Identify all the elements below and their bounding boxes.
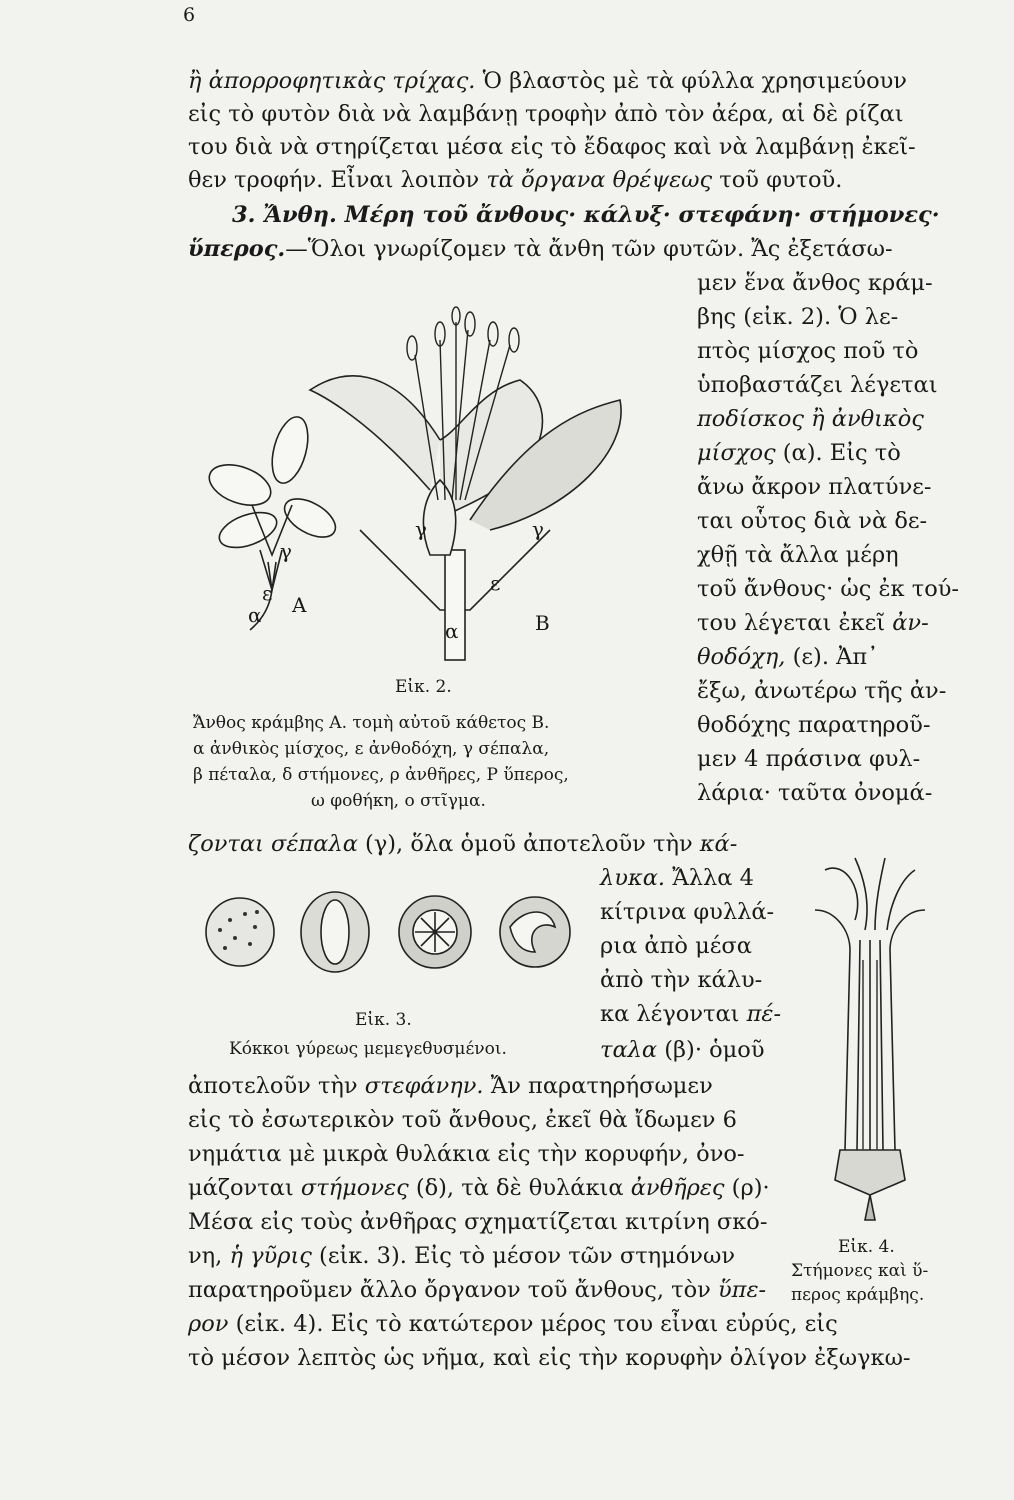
text-line bbox=[697, 608, 929, 638]
text-span: (β)· ὁμοῦ bbox=[657, 1037, 765, 1063]
text-line bbox=[697, 642, 878, 672]
italic-term: θοδόχη, bbox=[697, 644, 786, 670]
figure-4-caption: Στήμονες καὶ ὕ- bbox=[791, 1261, 929, 1281]
figure-4-label: Εἰκ. 4. bbox=[838, 1237, 895, 1257]
italic-term: κά- bbox=[699, 831, 738, 857]
text-span: παρατηροῦμεν ἄλλο ὄργανον τοῦ ἄνθους, τὸν bbox=[188, 1277, 718, 1303]
text-line: ὑποβαστάζει λέγεται bbox=[697, 372, 938, 398]
text-line: βης (εἰκ. 2). Ὁ λε- bbox=[697, 304, 899, 330]
italic-term: λυκα. bbox=[600, 865, 666, 891]
italic-term: στεφάνην. bbox=[364, 1073, 484, 1099]
text-span: Ἄν παρατηρήσωμεν bbox=[483, 1073, 713, 1099]
pollen-grain-oval bbox=[301, 892, 369, 972]
text-span: τοῦ φυτοῦ. bbox=[712, 167, 843, 193]
pollen-grain-folded bbox=[500, 897, 570, 967]
figure-letter-g-b1: γ bbox=[415, 517, 427, 541]
text-line: Μέσα εἰς τοὺς ἀνθῆρας σχηματίζεται κιτρίνη σκό- bbox=[188, 1209, 768, 1235]
italic-term: μίσχος bbox=[697, 440, 776, 466]
italic-term: πέ- bbox=[746, 1001, 782, 1027]
text-span: (εἰκ. 4). Εἰς τὸ κατώτερον μέρος του εἶναι εὐρύς, εἰς bbox=[228, 1311, 838, 1337]
text-line bbox=[697, 438, 901, 468]
figure-3-pollen-illustration bbox=[195, 882, 585, 982]
text-line: κίτρινα φυλλά- bbox=[600, 899, 775, 925]
italic-term: ρον bbox=[188, 1311, 229, 1337]
text-line: ἔξω, ἀνωτέρω τῆς ἀν- bbox=[697, 678, 947, 704]
text-line: λάρια· ταῦτα ὀνομά- bbox=[697, 780, 933, 806]
section-heading: 3. Ἄνθη. Μέρη τοῦ ἄνθους· κάλυξ· στεφάνη· στήμονες· bbox=[232, 202, 940, 228]
text-span: θεν τροφήν. Εἶναι λοιπὸν bbox=[188, 167, 487, 193]
text-line: εἰς τὸ φυτὸν διὰ νὰ λαμβάνῃ τροφὴν ἀπὸ τὸν ἀέρα, αἱ δὲ ρίζαι bbox=[188, 101, 904, 127]
text-span: (δ), τὰ δὲ θυλάκια bbox=[408, 1175, 631, 1201]
figure-letter-g: γ bbox=[280, 539, 292, 563]
figure-letter-e: ε bbox=[262, 581, 273, 605]
italic-term: ἀνθῆρες bbox=[630, 1175, 725, 1201]
text-line bbox=[600, 1035, 765, 1065]
text-line: θοδόχης παρατηροῦ- bbox=[697, 712, 931, 738]
text-line: ται οὗτος διὰ νὰ δε- bbox=[697, 508, 928, 534]
italic-term: ἡ γῦρις bbox=[229, 1243, 312, 1269]
text-span: νη, bbox=[188, 1243, 230, 1269]
text-line: ποδίσκος ἢ ἀνθικὸς bbox=[697, 406, 924, 432]
text-line: ρια ἀπὸ μέσα bbox=[600, 933, 752, 959]
text-line bbox=[188, 1173, 770, 1203]
text-line: μεν ἕνα ἄνθος κράμ- bbox=[697, 270, 933, 296]
text-line bbox=[188, 165, 842, 195]
text-line: του διὰ νὰ στηρίζεται μέσα εἰς τὸ ἔδαφος καὶ νὰ λαμβάνῃ ἐκεῖ- bbox=[188, 134, 916, 160]
figure-2-label: Εἰκ. 2. bbox=[395, 677, 452, 697]
text-span: μάζονται bbox=[188, 1175, 301, 1201]
text-line bbox=[188, 1071, 713, 1101]
flower-b-section-drawing bbox=[310, 307, 621, 660]
italic-term: ταλα bbox=[600, 1037, 658, 1063]
text-line: χθῇ τὰ ἄλλα μέρη bbox=[697, 542, 899, 568]
text-span: κα λέγονται bbox=[600, 1001, 747, 1027]
text-line: τοῦ ἄνθους· ὡς ἐκ τού- bbox=[697, 576, 960, 602]
page-number: 6 bbox=[183, 4, 196, 26]
pollen-grain-spiky bbox=[206, 898, 274, 966]
text-span: (α). Εἰς τὸ bbox=[775, 440, 901, 466]
text-line: νημάτια μὲ μικρὰ θυλάκια εἰς τὴν κορυφήν, ὀνο- bbox=[188, 1141, 745, 1167]
text-line bbox=[188, 66, 907, 96]
text-span: (ε). Ἀπ᾽ bbox=[785, 644, 879, 670]
figure-2-flower-illustration bbox=[190, 300, 680, 670]
text-line bbox=[600, 863, 754, 893]
italic-term: ἢ ἀπορροφητικὰς τρίχας. bbox=[188, 68, 476, 94]
text-line: μεν 4 πράσινα φυλ- bbox=[697, 746, 921, 772]
text-line bbox=[188, 829, 737, 859]
text-line bbox=[188, 234, 893, 264]
figure-letter-a: α bbox=[248, 603, 262, 627]
italic-term: τὰ ὄργανα θρέψεως bbox=[486, 167, 713, 193]
italic-term: στήμονες bbox=[300, 1175, 409, 1201]
figure-2-caption: α ἀνθικὸς μίσχος, ε ἀνθοδόχη, γ σέπαλα, bbox=[193, 739, 550, 759]
figure-letter-A: A bbox=[292, 593, 307, 617]
italic-term: ἀν- bbox=[892, 610, 929, 636]
figure-letter-B: B bbox=[535, 611, 550, 635]
text-line: πτὸς μίσχος ποῦ τὸ bbox=[697, 338, 919, 364]
text-span: (ρ)· bbox=[724, 1175, 770, 1201]
figure-4-caption: περος κράμβης. bbox=[791, 1285, 925, 1305]
text-span: —Ὅλοι γνωρίζομεν τὰ ἄνθη τῶν φυτῶν. Ἄς ἐξετάσω- bbox=[285, 236, 893, 262]
figure-2-caption: ω φοθήκη, ο στῖγμα. bbox=[311, 791, 486, 811]
text-line bbox=[188, 1309, 838, 1339]
text-line: ἀπὸ τὴν κάλυ- bbox=[600, 967, 763, 993]
figure-3-caption: Κόκκοι γύρεως μεμεγεθυσμένοι. bbox=[229, 1039, 507, 1059]
section-heading-cont: ὕπερος. bbox=[188, 236, 286, 262]
text-span: (εἰκ. 3). Εἰς τὸ μέσον τῶν στημόνων bbox=[311, 1243, 736, 1269]
text-line bbox=[188, 1241, 735, 1271]
flower-a-drawing bbox=[204, 413, 342, 630]
figure-letter-e-b: ε bbox=[490, 571, 501, 595]
text-line bbox=[188, 1275, 766, 1305]
text-line: εἰς τὸ ἐσωτερικὸν τοῦ ἄνθους, ἐκεῖ θὰ ἴδωμεν 6 bbox=[188, 1107, 737, 1133]
text-span: Ἄλλα 4 bbox=[665, 865, 754, 891]
text-line bbox=[600, 999, 781, 1029]
text-span: Ὁ βλαστὸς μὲ τὰ φύλλα χρησιμεύουν bbox=[475, 68, 907, 94]
figure-3-label: Εἰκ. 3. bbox=[355, 1010, 412, 1030]
italic-term: ὕπε- bbox=[717, 1277, 767, 1303]
text-span: του λέγεται ἐκεῖ bbox=[697, 610, 893, 636]
figure-2-caption: β πέταλα, δ στήμονες, ρ ἀνθῆρες, Ρ ὕπερος, bbox=[193, 765, 569, 785]
italic-term: ζονται σέπαλα bbox=[188, 831, 358, 857]
text-span: ἀποτελοῦν τὴν bbox=[188, 1073, 365, 1099]
text-span: (γ), ὅλα ὁμοῦ ἀποτελοῦν τὴν bbox=[357, 831, 700, 857]
pollen-grain-star bbox=[399, 896, 471, 968]
text-line: ἄνω ἄκρον πλατύνε- bbox=[697, 474, 932, 500]
figure-2-caption: Ἄνθος κράμβης Α. τομὴ αὐτοῦ κάθετος Β. bbox=[193, 713, 550, 733]
figure-4-stamens-illustration bbox=[795, 850, 945, 1230]
figure-letter-g-b2: γ bbox=[532, 517, 544, 541]
figure-letter-a-b: α bbox=[445, 619, 459, 643]
text-line: τὸ μέσον λεπτὸς ὡς νῆμα, καὶ εἰς τὴν κορυφὴν ὀλίγον ἐξωγκω- bbox=[188, 1345, 911, 1371]
